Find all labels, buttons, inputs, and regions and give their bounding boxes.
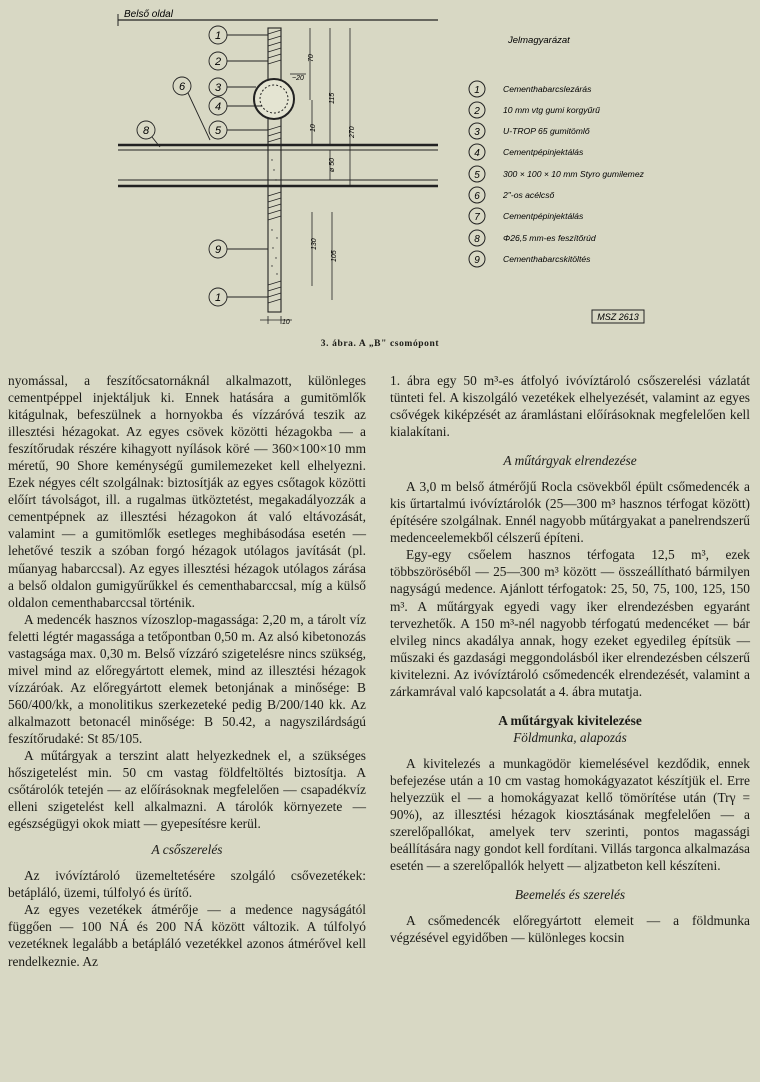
heading-lifting: Beemelés és szerelés xyxy=(514,887,626,903)
figure-caption: 3. ábra. A „B" csomópont xyxy=(320,339,440,349)
legend-text-8: Φ26,5 mm-es feszítőrúd xyxy=(503,233,596,243)
right-column xyxy=(390,372,750,946)
left-paragraph-1: nyomással, a feszítőcsatornáknál alkalmazott, különleges cementpéppel injektáljuk ki. Ennek hatására a gumitömlők kitágulnak, befeszülnek a hornyokba és vízzáróvá teszik az illesztési hézagokat. Az egyes csövek közötti hézagokba — a feszítőrudak részére kihagyott nyílások köré — 360×100×10 mm méretű, 90 Shore keménységű gumilemezeket kell elhelyezni. Ezek négyes célt szolgálnak: biztosítják az egyes csőtagok közötti előírt távolságot, ill. a rugalmas ütköztetést, megakadályozzák a cementpépnek az illesztési hézagokon át való eltávozását, valamint — a gumitömlők esetleges meghibásodása esetén — lehetővé teszik a szóban forgó hézagok utólagos javítását (pl. műanyag habarccsal). Az egyes illesztési hézagok utólagos zárása a belső oldalon gumigyűrűkkel és cementhabarccsal, míg a külső oldalon cementhabarccsal történik. xyxy=(8,373,366,610)
figure-b-node xyxy=(0,0,760,340)
legend-num-4: 4 xyxy=(474,148,480,159)
callout-1-top: 1 xyxy=(214,30,222,42)
left-paragraph-5: Az egyes vezetékek átmérője — a medence nagyságától függően — 100 NÁ és 200 NÁ között változik. A túlfolyó vezetéknek legalább a betápláló vezetékkel azonos átmérővel kell rendelkeznie. Az xyxy=(8,902,366,969)
dim-20: ~20 xyxy=(292,75,304,82)
legend-text-1: Cementhabarcslezárás xyxy=(503,84,592,94)
dim-105: 105 xyxy=(331,250,338,262)
callout-1-bottom: 1 xyxy=(214,292,222,304)
dim-70: 70 xyxy=(308,54,315,62)
legend-text-9: Cementhabarcskitöltés xyxy=(503,254,591,264)
dim-115: 115 xyxy=(329,92,336,104)
right-paragraph-2: A 3,0 m belső átmérőjű Rocla csövekből épült csőmedencék a kis űrtartalmú ivóvíztárolók (25—300 m³ hasznos térfogat között) építésére szolgálnak. Ennél nagyobb műtárgyakat a panelrendszerű medenceelemekből célszerű építeni. xyxy=(390,479,750,546)
dim-270: 270 xyxy=(349,126,356,138)
legend-num-5: 5 xyxy=(474,170,480,181)
callout-6: 6 xyxy=(178,81,186,93)
left-paragraph-3: A műtárgyak a terszint alatt helyezkednek el, a szükséges hőszigetelést min. 50 cm vastag földfeltöltés biztosítja. A csőtárolók tetején — az előírásoknak megfelelően — csapadékvíz elleni szigetelést kell alkalmazni. A tárolók környezete — egészségügyi okok miatt — gyepesítésre kerül. xyxy=(8,748,366,832)
legend-num-6: 6 xyxy=(474,191,480,202)
left-paragraph-2: A medencék hasznos vízoszlop-magassága: 2,20 m, a tárolt víz feletti légtér magassága a tetőpontban 0,50 m. Az alsó kibetonozás vastagsága max. 0,30 m. Belső vízzáró szigetelésre nincs szükség, mivel mind az előregyártott elemek, mind az illesztési hézagok vízzáróak. Az előregyártott elemek betonjának a minősége: B 560/400/kk, a monolitikus szerkezeteké pedig B/200/140 kk. Az alkalmazott betonacél minősége: B 50.42, a nagyszilárdságú feszítőrudaké: St 85/105. xyxy=(8,611,366,746)
callout-8: 8 xyxy=(142,125,150,137)
inside-side-label: Belső oldal xyxy=(124,9,173,20)
legend-num-7: 7 xyxy=(474,212,480,223)
legend-text-7: Cementpépinjektálás xyxy=(503,211,584,221)
heading-pipe-installation: A csőszerelés xyxy=(151,842,223,858)
standard-badge: MSZ 2613 xyxy=(597,312,639,322)
legend-title: Jelmagyarázat xyxy=(508,35,570,46)
dim-10b: 10 xyxy=(282,319,290,326)
callout-4: 4 xyxy=(214,101,222,113)
callout-5: 5 xyxy=(214,125,222,137)
heading-layout: A műtárgyak elrendezése xyxy=(503,453,637,469)
left-column xyxy=(8,372,366,970)
right-paragraph-4: A kivitelezés a munkagödör kiemelésével kezdődik, ennek befejezése után a 10 cm vastag homokágyazatot készítjük el. Erre helyezzük el — a homokágyazat kellő tömörítése után (Trγ = 90%), az illesztési hézagok kiosztásának megfelelően — a szerelőpallókat, amelyek terv szerinti, pontos magassági beállítására nagy gondot kell fordítani. Villás targonca alkalmazása esetén — a szerelőpallók helyett — aljzatbeton kell készíteni. xyxy=(390,755,750,874)
legend-num-2: 2 xyxy=(474,106,480,117)
legend-text-3: U-TROP 65 gumitömlő xyxy=(503,126,590,136)
right-paragraph-3: Egy-egy csőelem hasznos térfogata 12,5 m³, ezek többszöröséből — 25—300 m³ között — összeállítható bármilyen nagyságú medence. Ajánlott térfogatok: 25, 50, 75, 100, 125, 150 m³. A műtárgyak egyedi vagy iker elrendezésben egyaránt tervezhetők. A 150 m³-nél nagyobb térfogatú medencéket — bár elvileg nincs akadálya annak, hogy ezeket egyedileg építsük — műszaki és gazdasági meggondolásból iker elrendezésben célszerű kivitelezni. Az ivóvíztároló csőmedencék elrendezését, valamint a zárkamrával való kapcsolatát a 4. ábra mutatja. xyxy=(390,547,750,699)
legend-text-4: Cementpépinjektálás xyxy=(503,147,584,157)
heading-earthwork: Földmunka, alapozás xyxy=(513,729,627,745)
dim-50: ø 50 xyxy=(329,157,336,172)
dim-10a: 10 xyxy=(310,124,317,132)
legend-text-5: 300 × 100 × 10 mm Styro gumilemez xyxy=(503,169,644,179)
left-callouts xyxy=(137,26,268,306)
legend-num-8: 8 xyxy=(474,234,480,245)
legend-text-2: 10 mm vtg gumi korgyűrű xyxy=(503,105,600,115)
dim-130: 130 xyxy=(311,238,318,250)
legend-num-9: 9 xyxy=(474,255,480,266)
callout-9: 9 xyxy=(214,244,222,256)
callout-2: 2 xyxy=(214,56,222,68)
legend-num-3: 3 xyxy=(474,127,480,138)
callout-3: 3 xyxy=(214,82,222,94)
right-paragraph-5: A csőmedencék előregyártott elemeit — a földmunka végzésével egyidőben — különleges kocsin xyxy=(390,913,750,946)
legend-num-1: 1 xyxy=(474,85,480,96)
heading-execution: A műtárgyak kivitelezése xyxy=(498,712,642,728)
left-paragraph-4: Az ivóvíztároló üzemeltetésére szolgáló csővezetékek: betápláló, üzemi, túlfolyó és ürítő. xyxy=(8,868,366,901)
legend-text-6: 2"-os acélcső xyxy=(503,190,555,200)
right-paragraph-1: 1. ábra egy 50 m³-es átfolyó ivóvíztároló csőszerelési vázlatát tünteti fel. A kiszolgáló vezetékek elhelyezését, valamint az egyes csővégek kiképzését az áramlástani előírásoknak megfelelően kell kialakítani. xyxy=(390,373,750,440)
